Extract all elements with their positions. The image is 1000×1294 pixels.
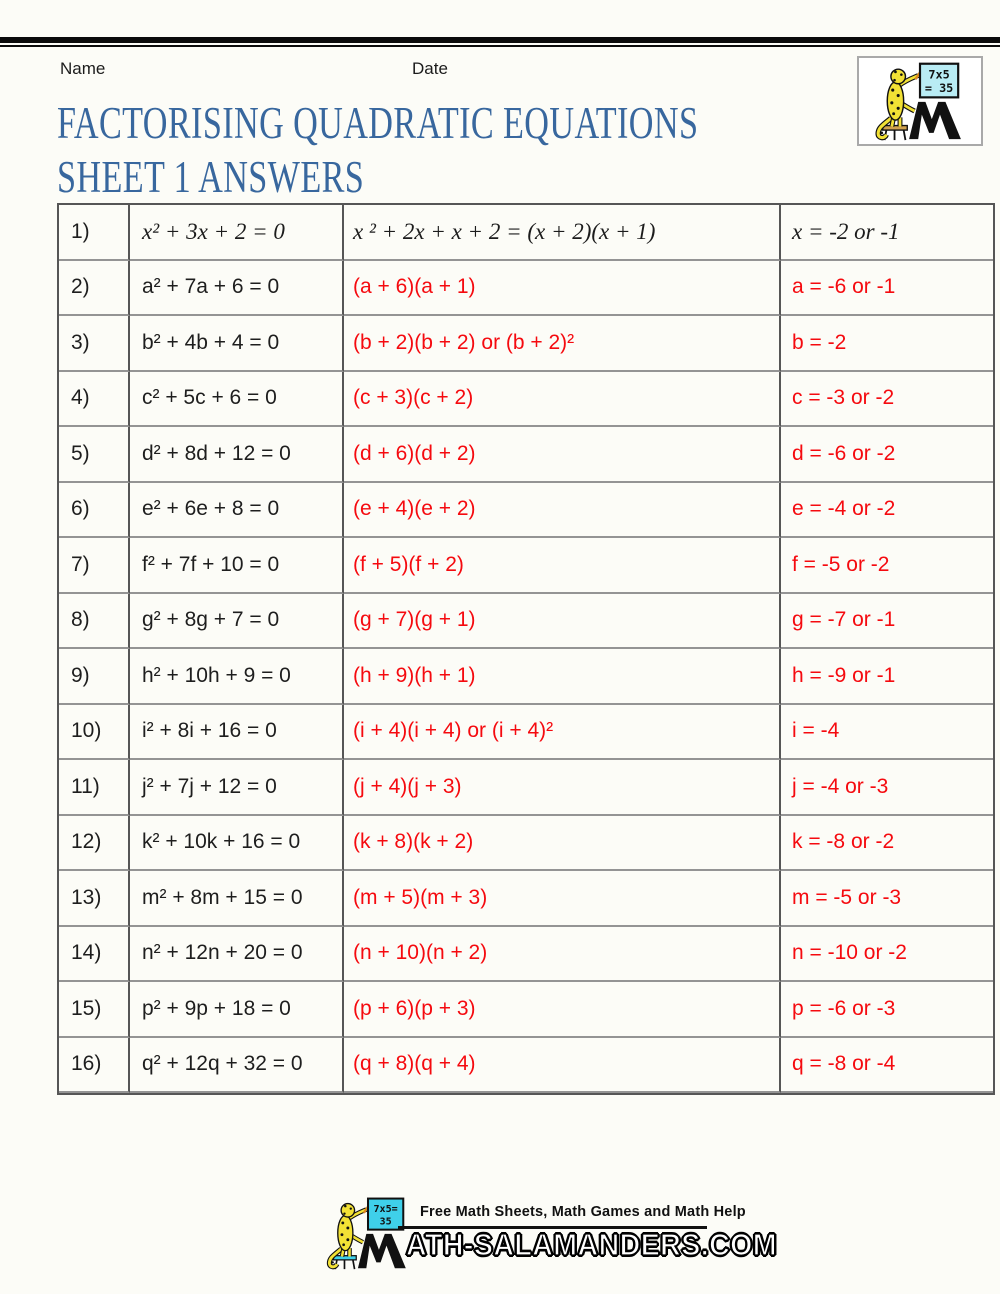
name-label: Name — [60, 59, 106, 78]
equation-cell: q² + 12q + 32 = 0 — [130, 1038, 344, 1094]
row-number: 16) — [59, 1038, 130, 1094]
row-number: 15) — [59, 982, 130, 1038]
footer-board-line1: 7x5= — [373, 1204, 398, 1215]
logo-board-line1: 7x5 — [928, 67, 950, 82]
factorisation-cell: (k + 8)(k + 2) — [344, 816, 781, 872]
solution-cell: g = -7 or -1 — [781, 594, 993, 650]
equation-cell: h² + 10h + 9 = 0 — [130, 649, 344, 705]
row-number: 11) — [59, 760, 130, 816]
table-row — [59, 760, 993, 816]
row-number: 6) — [59, 483, 130, 539]
solution-cell: h = -9 or -1 — [781, 649, 993, 705]
date-label: Date — [412, 59, 448, 78]
solution-cell: q = -8 or -4 — [781, 1038, 993, 1094]
table-row — [59, 316, 993, 372]
equation-cell: i² + 8i + 16 = 0 — [130, 705, 344, 761]
equation-cell: p² + 9p + 18 = 0 — [130, 982, 344, 1038]
equation-cell: x² + 3x + 2 = 0 — [130, 205, 344, 261]
table-row — [59, 816, 993, 872]
factorisation-cell: (e + 4)(e + 2) — [344, 483, 781, 539]
table-row — [59, 1038, 993, 1094]
factorisation-cell: (g + 7)(g + 1) — [344, 594, 781, 650]
top-rule-thin — [0, 45, 1000, 47]
factorisation-cell: (q + 8)(q + 4) — [344, 1038, 781, 1094]
factorisation-cell: (h + 9)(h + 1) — [344, 649, 781, 705]
footer — [0, 1192, 1000, 1276]
row-number: 5) — [59, 427, 130, 483]
row-number: 4) — [59, 372, 130, 428]
top-rule-thick — [0, 37, 1000, 43]
solution-cell: n = -10 or -2 — [781, 927, 993, 983]
equation-cell: n² + 12n + 20 = 0 — [130, 927, 344, 983]
row-number: 1) — [59, 205, 130, 261]
row-number: 14) — [59, 927, 130, 983]
salamander-logo-icon — [863, 61, 977, 141]
equation-cell: m² + 8m + 15 = 0 — [130, 871, 344, 927]
row-number: 12) — [59, 816, 130, 872]
factorisation-cell: (n + 10)(n + 2) — [344, 927, 781, 983]
row-number: 7) — [59, 538, 130, 594]
solution-cell: i = -4 — [781, 705, 993, 761]
row-number: 3) — [59, 316, 130, 372]
table-row — [59, 372, 993, 428]
table-row — [59, 538, 993, 594]
solution-cell: m = -5 or -3 — [781, 871, 993, 927]
equation-cell: j² + 7j + 12 = 0 — [130, 760, 344, 816]
factorisation-cell: (c + 3)(c + 2) — [344, 372, 781, 428]
factorisation-cell: (m + 5)(m + 3) — [344, 871, 781, 927]
factorisation-cell: (d + 6)(d + 2) — [344, 427, 781, 483]
table-row — [59, 871, 993, 927]
solution-cell: a = -6 or -1 — [781, 261, 993, 317]
solution-cell: f = -5 or -2 — [781, 538, 993, 594]
table-row — [59, 427, 993, 483]
table-row — [59, 594, 993, 650]
row-number: 10) — [59, 705, 130, 761]
equation-cell: a² + 7a + 6 = 0 — [130, 261, 344, 317]
page-title-line2: SHEET 1 ANSWERS — [57, 152, 365, 202]
table-row — [59, 705, 993, 761]
footer-brand: ATH-SALAMANDERS.COM — [406, 1227, 778, 1262]
page-title — [57, 96, 698, 204]
solution-cell: x = -2 or -1 — [781, 205, 993, 261]
solution-cell: e = -4 or -2 — [781, 483, 993, 539]
equation-cell: f² + 7f + 10 = 0 — [130, 538, 344, 594]
solution-cell: p = -6 or -3 — [781, 982, 993, 1038]
table-row — [59, 261, 993, 317]
factorisation-cell: (b + 2)(b + 2) or (b + 2)² — [344, 316, 781, 372]
row-number: 2) — [59, 261, 130, 317]
factorisation-cell: (p + 6)(p + 3) — [344, 982, 781, 1038]
solution-cell: d = -6 or -2 — [781, 427, 993, 483]
equation-cell: d² + 8d + 12 = 0 — [130, 427, 344, 483]
factorisation-cell: (j + 4)(j + 3) — [344, 760, 781, 816]
equation-cell: k² + 10k + 16 = 0 — [130, 816, 344, 872]
equation-cell: b² + 4b + 4 = 0 — [130, 316, 344, 372]
solution-cell: b = -2 — [781, 316, 993, 372]
solution-cell: k = -8 or -2 — [781, 816, 993, 872]
table-row — [59, 205, 993, 261]
solution-cell: j = -4 or -3 — [781, 760, 993, 816]
logo-board-line2: = 35 — [924, 80, 954, 95]
factorisation-cell: (i + 4)(i + 4) or (i + 4)² — [344, 705, 781, 761]
table-row — [59, 982, 993, 1038]
equation-cell: g² + 8g + 7 = 0 — [130, 594, 344, 650]
footer-salamander-icon — [326, 1196, 410, 1270]
answers-table — [57, 203, 995, 1095]
row-number: 9) — [59, 649, 130, 705]
factorisation-cell: x ² + 2x + x + 2 = (x + 2)(x + 1) — [344, 205, 781, 261]
factorisation-cell: (a + 6)(a + 1) — [344, 261, 781, 317]
table-row — [59, 649, 993, 705]
equation-cell: c² + 5c + 6 = 0 — [130, 372, 344, 428]
equation-cell: e² + 6e + 8 = 0 — [130, 483, 344, 539]
table-row — [59, 927, 993, 983]
row-number: 13) — [59, 871, 130, 927]
footer-board-line2: 35 — [379, 1216, 392, 1228]
row-number: 8) — [59, 594, 130, 650]
table-row — [59, 483, 993, 539]
factorisation-cell: (f + 5)(f + 2) — [344, 538, 781, 594]
page-title-line1: FACTORISING QUADRATIC EQUATIONS — [57, 98, 699, 148]
salamander-logo-box — [857, 56, 983, 146]
footer-tagline: Free Math Sheets, Math Games and Math Help — [420, 1204, 746, 1220]
solution-cell: c = -3 or -2 — [781, 372, 993, 428]
